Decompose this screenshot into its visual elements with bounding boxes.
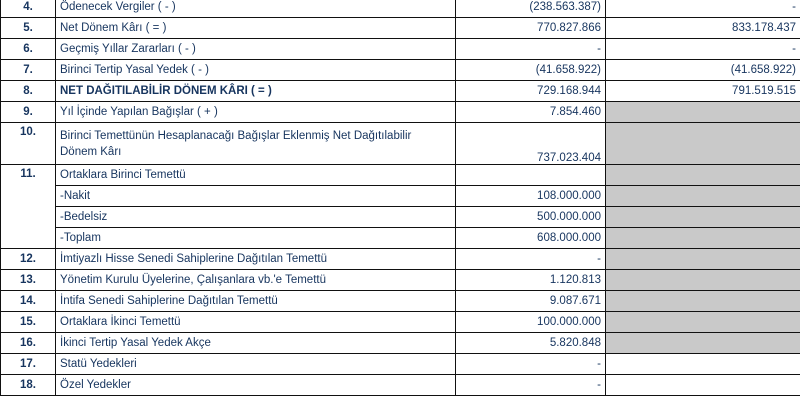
value-cell: 791.519.515 — [606, 81, 800, 102]
table-row — [1, 60, 800, 81]
table-row — [1, 165, 800, 186]
value-cell: (41.658.922) — [606, 60, 800, 81]
table-row — [1, 186, 800, 207]
row-number: 11. — [1, 165, 56, 249]
row-label: Birinci Tertip Yasal Yedek ( - ) — [56, 60, 456, 81]
table-row — [1, 312, 800, 333]
table-row — [1, 228, 800, 249]
row-number: 18. — [1, 375, 56, 396]
table-row — [1, 207, 800, 228]
row-number: 14. — [1, 291, 56, 312]
row-number: 4. — [1, 0, 56, 18]
value-cell — [606, 375, 800, 396]
table-row — [1, 375, 800, 396]
row-number: 8. — [1, 81, 56, 102]
row-number: 13. — [1, 270, 56, 291]
row-number: 7. — [1, 60, 56, 81]
table-row — [1, 291, 800, 312]
shaded-cell — [606, 102, 800, 123]
value-cell: 9.087.671 — [456, 291, 606, 312]
row-number: 16. — [1, 333, 56, 354]
shaded-cell — [606, 228, 800, 249]
value-cell: 770.827.866 — [456, 18, 606, 39]
value-cell: 500.000.000 — [456, 207, 606, 228]
value-cell: 737.023.404 — [456, 123, 606, 165]
row-label: NET DAĞITILABİLİR DÖNEM KÂRI ( = ) — [56, 81, 456, 102]
row-label: Ödenecek Vergiler ( - ) — [56, 0, 456, 18]
shaded-cell — [606, 291, 800, 312]
row-label: -Bedelsiz — [56, 207, 456, 228]
row-number: 6. — [1, 39, 56, 60]
table-row — [1, 123, 800, 165]
row-label: -Nakit — [56, 186, 456, 207]
value-cell: - — [456, 375, 606, 396]
value-cell: - — [456, 39, 606, 60]
value-cell: - — [606, 39, 800, 60]
row-label: Ortaklara Birinci Temettü — [56, 165, 456, 186]
value-cell: 608.000.000 — [456, 228, 606, 249]
row-label: Özel Yedekler — [56, 375, 456, 396]
row-label: İmtiyazlı Hisse Senedi Sahiplerine Dağıtılan Temettü — [56, 249, 456, 270]
row-number: 5. — [1, 18, 56, 39]
row-label: İntifa Senedi Sahiplerine Dağıtılan Temettü — [56, 291, 456, 312]
value-cell: - — [456, 354, 606, 375]
table-row — [1, 333, 800, 354]
value-cell: (238.563.387) — [456, 0, 606, 18]
value-cell: - — [456, 249, 606, 270]
row-label: Ortaklara İkinci Temettü — [56, 312, 456, 333]
value-cell: 5.820.848 — [456, 333, 606, 354]
table-row — [1, 18, 800, 39]
shaded-cell — [606, 333, 800, 354]
shaded-cell — [606, 312, 800, 333]
row-label: Net Dönem Kârı ( = ) — [56, 18, 456, 39]
value-cell: 1.120.813 — [456, 270, 606, 291]
row-label: Yıl İçinde Yapılan Bağışlar ( + ) — [56, 102, 456, 123]
row-number: 12. — [1, 249, 56, 270]
shaded-cell — [606, 123, 800, 165]
shaded-cell — [606, 186, 800, 207]
value-cell: 729.168.944 — [456, 81, 606, 102]
value-cell: 108.000.000 — [456, 186, 606, 207]
shaded-cell — [606, 249, 800, 270]
row-number: 10. — [1, 123, 56, 165]
row-label: Birinci Temettünün Hesaplanacağı Bağışlar Eklenmiş Net Dağıtılabilir Dönem Kârı — [56, 123, 456, 165]
row-label: Geçmiş Yıllar Zararları ( - ) — [56, 39, 456, 60]
shaded-cell — [606, 270, 800, 291]
table-row — [1, 0, 800, 18]
value-cell — [606, 354, 800, 375]
row-label: İkinci Tertip Yasal Yedek Akçe — [56, 333, 456, 354]
shaded-cell — [606, 207, 800, 228]
table-row — [1, 270, 800, 291]
table-row — [1, 81, 800, 102]
value-cell: - — [606, 0, 800, 18]
row-number: 9. — [1, 102, 56, 123]
value-cell: (41.658.922) — [456, 60, 606, 81]
row-number: 17. — [1, 354, 56, 375]
value-cell: 7.854.460 — [456, 102, 606, 123]
value-cell: 100.000.000 — [456, 312, 606, 333]
table-row — [1, 249, 800, 270]
row-label: Statü Yedekleri — [56, 354, 456, 375]
row-label: Yönetim Kurulu Üyelerine, Çalışanlara vb.'e Temettü — [56, 270, 456, 291]
row-label: -Toplam — [56, 228, 456, 249]
table-row — [1, 102, 800, 123]
table-row — [1, 354, 800, 375]
value-cell — [456, 165, 606, 186]
table-row — [1, 39, 800, 60]
row-number: 15. — [1, 312, 56, 333]
value-cell: 833.178.437 — [606, 18, 800, 39]
shaded-cell — [606, 165, 800, 186]
